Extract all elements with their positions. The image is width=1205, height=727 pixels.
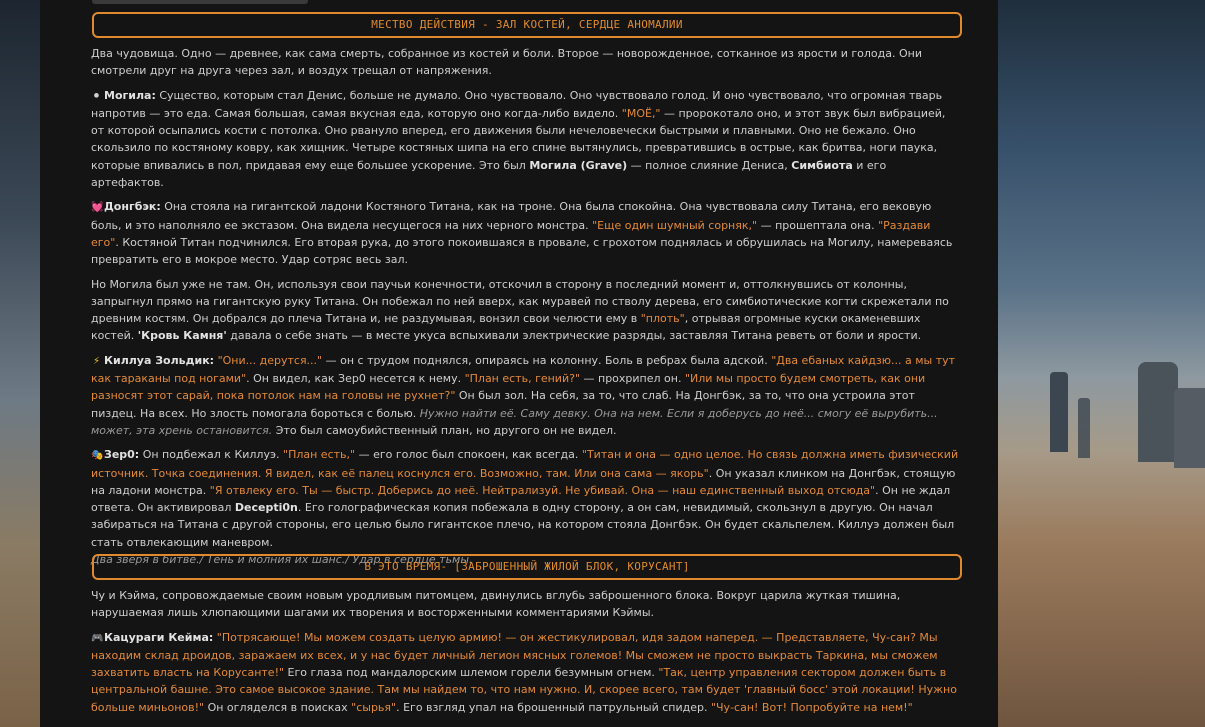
- italic-thought: Нужно найти её. Саму девку. Она на нем. Если я доберусь до неё... смогу её вырубить... может, эта хрень остановится.: [91, 406, 938, 437]
- location-header: МЕСТВО ДЕЙСТВИЯ - ЗАЛ КОСТЕЙ, СЕРДЦЕ АНОМАЛИИ: [92, 12, 962, 38]
- text: Но Могила был уже не там. Он, используя свои паучьи конечности, отскочил в сторону в последний момент и, оттолкнувшись от колонны, запрыгнул прямо на гигантскую руку Титана. Он побежал по ней вверх, как муравей по стволу дерева, его симбиотические когти скрежетали по древним костям. Он добрался до плеча Титана и, не раздумывая, вонзил свои челюсти ему в: [91, 277, 949, 326]
- text: . Он видел, как Зер0 несется к нему.: [246, 372, 465, 386]
- quote: "Они... дерутся...": [214, 353, 323, 367]
- text: Он огляделся в поисках: [204, 700, 352, 714]
- paragraph: [91, 587, 961, 622]
- character-name: Донгбэк:: [104, 200, 161, 214]
- quote: "Еще один шумный сорняк,": [592, 218, 758, 232]
- paragraph-text: Два чудовища. Одно — древнее, как сама смерть, собранное из костей и боли. Второе — новорожденное, сотканное из ярости и голода. Они смотрели друг на друга через зал, и воздух трещал от напряжения.: [91, 47, 922, 78]
- text: , отрывая огромные куски окаменевших костей.: [91, 312, 921, 343]
- text: . Он указал клинком на Донгбэк, стоящую на ладони монстра.: [91, 466, 956, 497]
- quote: "План есть,": [283, 448, 356, 462]
- text: — пророкотало оно, и этот звук был вибрацией, от которой осыпались кости с потолка. Оно рвануло вперед, его движения были нечеловечески быстрыми и плавными. Оно не бежало. Оно скользило по костяному ковру, как хищник. Четыре костяных шипа на его спине вытянулись, превратившись в острые, как бритва, ноги паука, которые впивались в пол, придавая ему еще большее ускорение. Это был: [91, 106, 946, 172]
- rock-spire: [1050, 372, 1068, 452]
- quote: "плоть": [640, 312, 685, 326]
- text: Он подбежал к Киллуэ.: [139, 448, 284, 462]
- text: Она стояла на гигантской ладони Костяного Титана, как на троне. Она была спокойна. Она чувствовала силу Титана, его вековую боль, и это наполняло ее экстазом. Она видела несущегося на них черного монстра.: [91, 200, 932, 232]
- paragraph-keima: [91, 629, 961, 716]
- background-left: [0, 0, 40, 727]
- quote: "План есть, гений?": [464, 372, 581, 386]
- story-block-2: [91, 587, 961, 723]
- bold-text: Симбиота: [791, 158, 853, 172]
- quote: "Два ебаных кайдзю... а мы тут как тараканы под ногами": [91, 353, 956, 386]
- quote: "Потрясающе! Мы можем создать целую армию! — он жестикулировал, идя задом наперед. — Представляете, Чу-сан? Мы находим склад дроидов, заражаем их всех, и у нас будет личный легион мясных големов! Мы сможем не просто выкрасть Таркина, мы сможем захватить власть на Корусанте!": [91, 630, 938, 680]
- text: . Он не ждал ответа. Он активировал: [91, 483, 951, 515]
- text: Это был самоубийственный план, но другого он не видел.: [272, 423, 617, 437]
- paragraph-dongbek: [91, 198, 961, 268]
- text: . Его голографическая копия побежала в одну сторону, а он сам, невидимый, скользнул в другую. Он начал забираться на Титана с другой стороны, его целью было гигантское плечо, на котором стояла Донгбэк. Он будет скальпелем. Киллуэ должен был стать отвлекающим маневром.: [91, 501, 955, 549]
- text: — его голос был спокоен, как всегда.: [355, 448, 582, 462]
- paragraph: [91, 45, 961, 80]
- gamepad-icon: 🎮: [91, 632, 104, 644]
- bold-text: Могила (Grave): [529, 158, 628, 172]
- text: — прошептала она.: [757, 218, 879, 232]
- text: Его глаза под мандалорским шлемом горели безумным огнем.: [284, 666, 659, 680]
- quote: "Титан и она — одно целое. Но связь должна иметь физический источник. Точка соединения. Я видел, как её палец коснулся его. Возможно, там. Или она сама — якорь": [91, 448, 959, 480]
- rock-formation: [1174, 388, 1205, 468]
- quote: "Чу-сан! Вот! Попробуйте на нем!": [710, 700, 913, 714]
- bold-text: Decepti0n: [234, 501, 298, 515]
- text: — прохрипел он.: [580, 372, 685, 386]
- rock-formation: [1138, 362, 1178, 462]
- lightning-icon: ⚡: [92, 355, 101, 367]
- paragraph-text: Чу и Кэйма, сопровождаемые своим новым уродливым питомцем, двинулись вглубь заброшенного блока. Вокруг царила жуткая тишина, нарушаемая лишь хлюпающими шагами их творения и восторженными комментариями Кэймы.: [91, 589, 901, 620]
- character-name: Зер0:: [104, 448, 140, 462]
- text: давала о себе знать — в месте укуса вспыхивали электрические разряды, заставляя Титана реветь от боли и ярости.: [226, 329, 922, 343]
- character-name: Могила:: [104, 88, 156, 102]
- text: — полное слияние Дениса,: [627, 158, 792, 172]
- black-circle-icon: ⚫: [92, 90, 101, 102]
- character-name: Кацураги Кейма:: [104, 630, 214, 644]
- text: — он с трудом поднялся, опираясь на колонну. Боль в ребрах была адской.: [322, 353, 772, 367]
- story-block-1: [91, 45, 961, 568]
- bold-text: 'Кровь Камня': [137, 329, 227, 343]
- text: . Костяной Титан подчинился. Его вторая рука, до этого покоившаяся в провале, с грохотом поднялась и обрушилась на Могилу, намереваясь превратить его в мокрое место. Удар сотряс весь зал.: [91, 235, 953, 267]
- paragraph-mogila: [91, 87, 961, 192]
- haiku: Два зверя в битве./ Тень и молния их шанс./ Удар в сердце тьмы.: [91, 553, 473, 567]
- paragraph-killua: [91, 352, 961, 439]
- quote: "Так, центр управления сектором должен быть в центральной башне. Это самое высокое здание. Там мы найдем то, что нам нужно. И, скорее всего, там будет 'главный босс' этой локации! Нужно больше миньонов!": [91, 666, 957, 714]
- scroll-indicator[interactable]: [92, 0, 308, 4]
- location-header: В ЭТО ВРЕМЯ- [ЗАБРОШЕННЫЙ ЖИЛОЙ БЛОК, КОРУСАНТ]: [92, 554, 962, 580]
- text: и его артефактов.: [91, 158, 887, 190]
- quote: "сырья": [351, 700, 397, 714]
- background-right: [998, 0, 1205, 727]
- text: Он был зол. На себя, за то, что слаб. На Донгбэк, за то, что она устроила этот пиздец. На всех. Но злость помогала бороться с болью.: [91, 389, 915, 420]
- text: Существо, которым стал Денис, больше не думало. Оно чувствовало. Оно чувствовало голод. И оно чувствовало, что огромная тварь напротив — это еда. Самая большая, самая вкусная еда, которую оно когда-либо видело.: [91, 88, 943, 120]
- quote: "Или мы просто будем смотреть, как они разносят этот сарай, пока потолок нам на головы не рухнет?": [91, 372, 926, 403]
- paragraph-zero: [91, 446, 961, 568]
- quote: "МОЁ,": [621, 106, 661, 120]
- quote: "Раздави его": [91, 218, 931, 249]
- quote: "Я отвлеку его. Ты — быстр. Доберись до неё. Нейтрализуй. Не убивай. Она — наш единственный выход отсюда": [209, 483, 876, 497]
- chat-panel: [40, 0, 998, 727]
- heart-ribbon-icon: 💓: [91, 202, 104, 214]
- text: . Его взгляд упал на брошенный патрульный спидер.: [396, 700, 711, 714]
- character-name: Киллуа Зольдик:: [104, 353, 215, 367]
- rock-spire: [1078, 398, 1090, 458]
- theater-masks-icon: 🎭: [91, 450, 104, 462]
- paragraph: [91, 276, 961, 345]
